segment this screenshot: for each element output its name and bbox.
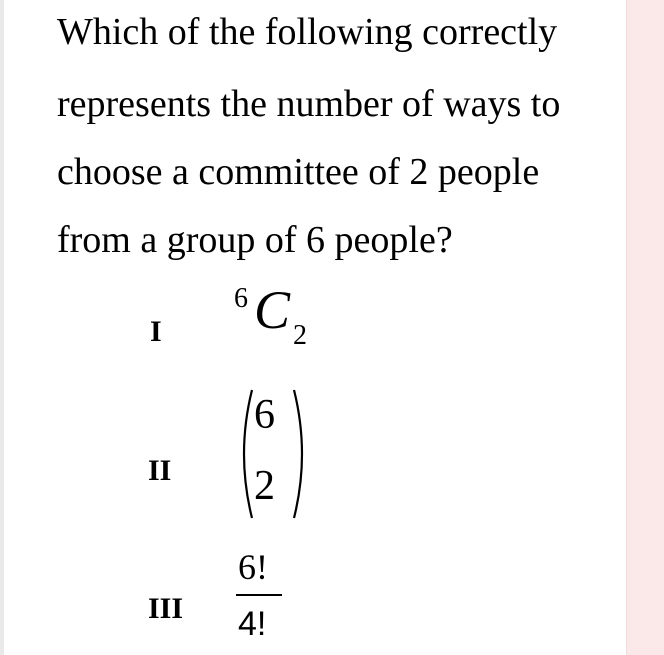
question-line-2: represents the number of ways to bbox=[57, 83, 561, 125]
fraction-numerator: 6! bbox=[238, 547, 268, 587]
option-2-numeral: II bbox=[148, 454, 172, 487]
question-line-4: from a group of 6 people? bbox=[57, 219, 453, 261]
combination-letter: C bbox=[254, 280, 291, 340]
left-parenthesis bbox=[244, 390, 252, 518]
binomial-bottom: 2 bbox=[254, 463, 275, 509]
option-1-numeral: I bbox=[150, 315, 162, 348]
left-border bbox=[0, 0, 4, 655]
question-line-3: choose a committee of 2 people bbox=[57, 151, 540, 193]
right-side-panel bbox=[626, 0, 664, 655]
combination-superscript: 6 bbox=[234, 283, 248, 314]
binomial-top: 6 bbox=[254, 392, 275, 438]
binomial-parentheses bbox=[232, 384, 322, 524]
combination-subscript: 2 bbox=[293, 320, 307, 351]
option-3-numeral: III bbox=[148, 592, 184, 625]
right-parenthesis bbox=[294, 390, 302, 518]
question-line-1: Which of the following correctly bbox=[57, 11, 558, 53]
fraction-denominator: 4! bbox=[238, 605, 267, 643]
fraction-bar bbox=[236, 594, 282, 596]
